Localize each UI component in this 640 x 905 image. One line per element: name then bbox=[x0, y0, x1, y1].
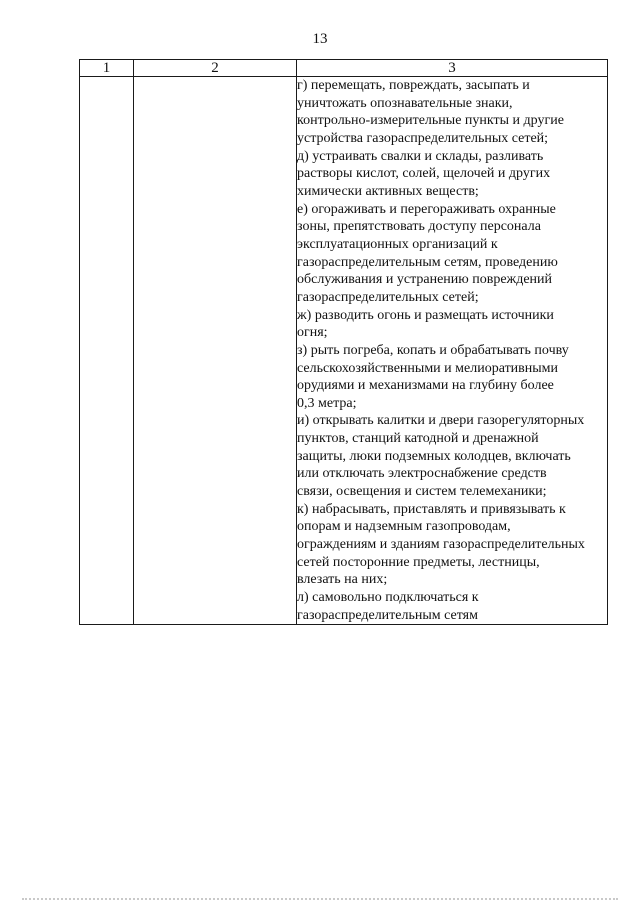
cell-col2 bbox=[134, 77, 297, 625]
text-line: е) огораживать и перегораживать охранные bbox=[297, 201, 556, 217]
text-line: связи, освещения и систем телемеханики; bbox=[297, 484, 547, 500]
text-line: к) набрасывать, приставлять и привязывать к bbox=[297, 501, 566, 517]
column-header-3: 3 bbox=[297, 60, 608, 77]
text-line: обслуживания и устранению повреждений bbox=[297, 272, 553, 288]
text-line: химически активных веществ; bbox=[297, 183, 479, 199]
text-line: г) перемещать, повреждать, засыпать и bbox=[297, 78, 530, 93]
text-line: ж) разводить огонь и размещать источники bbox=[297, 307, 554, 323]
text-line: эксплуатационных организаций к bbox=[297, 236, 498, 252]
table-row bbox=[80, 77, 608, 625]
text-line: и) открывать калитки и двери газорегуляторных bbox=[297, 413, 585, 429]
column-header-2: 2 bbox=[134, 60, 297, 77]
column-header-1: 1 bbox=[80, 60, 134, 77]
text-line: контрольно-измерительные пункты и другие bbox=[297, 113, 564, 129]
text-line: защиты, люки подземных колодцев, включать bbox=[297, 448, 571, 464]
text-line: сетей посторонние предметы, лестницы, bbox=[297, 554, 540, 570]
text-line: газораспределительным сетям bbox=[297, 607, 478, 623]
text-line: растворы кислот, солей, щелочей и других bbox=[297, 166, 551, 182]
text-line: устройства газораспределительных сетей; bbox=[297, 130, 549, 146]
text-line: з) рыть погреба, копать и обрабатывать почву bbox=[297, 342, 569, 358]
text-line: опорам и надземным газопроводам, bbox=[297, 519, 511, 535]
cell-col3-prohibitions bbox=[297, 77, 608, 625]
table-header-row bbox=[80, 60, 608, 77]
text-line: орудиями и механизмами на глубину более bbox=[297, 378, 554, 394]
text-line: ограждениям и зданиям газораспределительных bbox=[297, 537, 585, 553]
text-line: газораспределительным сетям, проведению bbox=[297, 254, 558, 270]
page-number: 13 bbox=[312, 31, 328, 47]
cell-col1 bbox=[80, 77, 134, 625]
text-line: пунктов, станций катодной и дренажной bbox=[297, 431, 539, 447]
text-line: зоны, препятствовать доступу персонала bbox=[297, 219, 541, 235]
text-line: л) самовольно подключаться к bbox=[297, 590, 479, 606]
text-line: газораспределительных сетей; bbox=[297, 289, 479, 305]
document-table bbox=[79, 59, 608, 625]
text-line: огня; bbox=[297, 325, 328, 341]
text-line: влезать на них; bbox=[297, 572, 388, 588]
text-line: уничтожать опознавательные знаки, bbox=[297, 95, 513, 111]
text-line: сельскохозяйственными и мелиоративными bbox=[297, 360, 559, 376]
text-line: или отключать электроснабжение средств bbox=[297, 466, 547, 482]
text-line: 0,3 метра; bbox=[297, 395, 357, 411]
scan-edge-artifact bbox=[22, 898, 618, 900]
text-line: д) устраивать свалки и склады, разливать bbox=[297, 148, 544, 164]
